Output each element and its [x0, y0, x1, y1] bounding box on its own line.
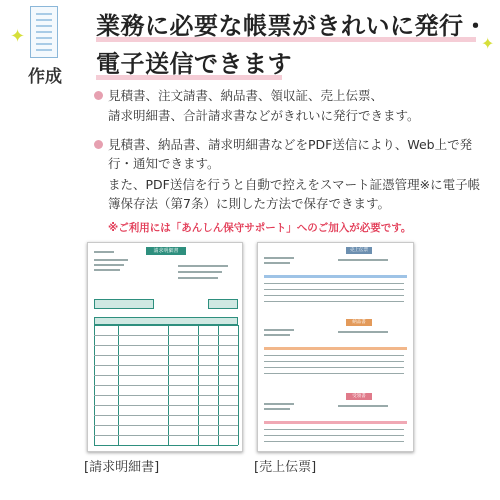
bullet-2-line-3: また、PDF送信を行うと自動で控えをスマート証憑管理※に電子帳 [108, 177, 481, 192]
bullet-2-line-2: 行・通知できます。 [108, 156, 220, 171]
slip-title-2: 納品書 [346, 319, 372, 326]
invoice-title: 請求明細書 [146, 247, 186, 255]
slip-title-3: 受領書 [346, 393, 372, 400]
headline-line-2: 電子送信できます [96, 50, 292, 78]
invoice-sample-image [87, 242, 243, 452]
bullet-1-line-1: 見積書、注文請書、納品書、領収証、売上伝票、 [108, 88, 384, 103]
sales-slip-caption: [売上伝票] [254, 460, 317, 475]
section-label: 作成 [28, 67, 62, 87]
bullet-1-line-2: 請求明細書、合計請求書などがきれいに発行できます。 [108, 108, 420, 123]
bullet-dot [94, 140, 103, 149]
bullet-2-line-1: 見積書、納品書、請求明細書などをPDF送信により、Web上で発 [108, 137, 473, 152]
document-icon [30, 6, 58, 58]
invoice-caption: [請求明細書] [84, 460, 160, 475]
headline-line-1: 業務に必要な帳票がきれいに発行・ [96, 12, 488, 40]
sales-slip-sample-image [257, 242, 414, 452]
slip-title-1: 売上伝票 [346, 247, 372, 254]
sparkle-icon: ✦ [481, 34, 495, 53]
sparkle-icon: ✦ [10, 26, 26, 47]
support-notice: ※ご利用には「あんしん保守サポート」へのご加入が必要です。 [108, 222, 412, 234]
bullet-dot [94, 91, 103, 100]
bullet-2-line-4: 簿保存法（第7条）に則した方法で保存できます。 [108, 196, 390, 211]
